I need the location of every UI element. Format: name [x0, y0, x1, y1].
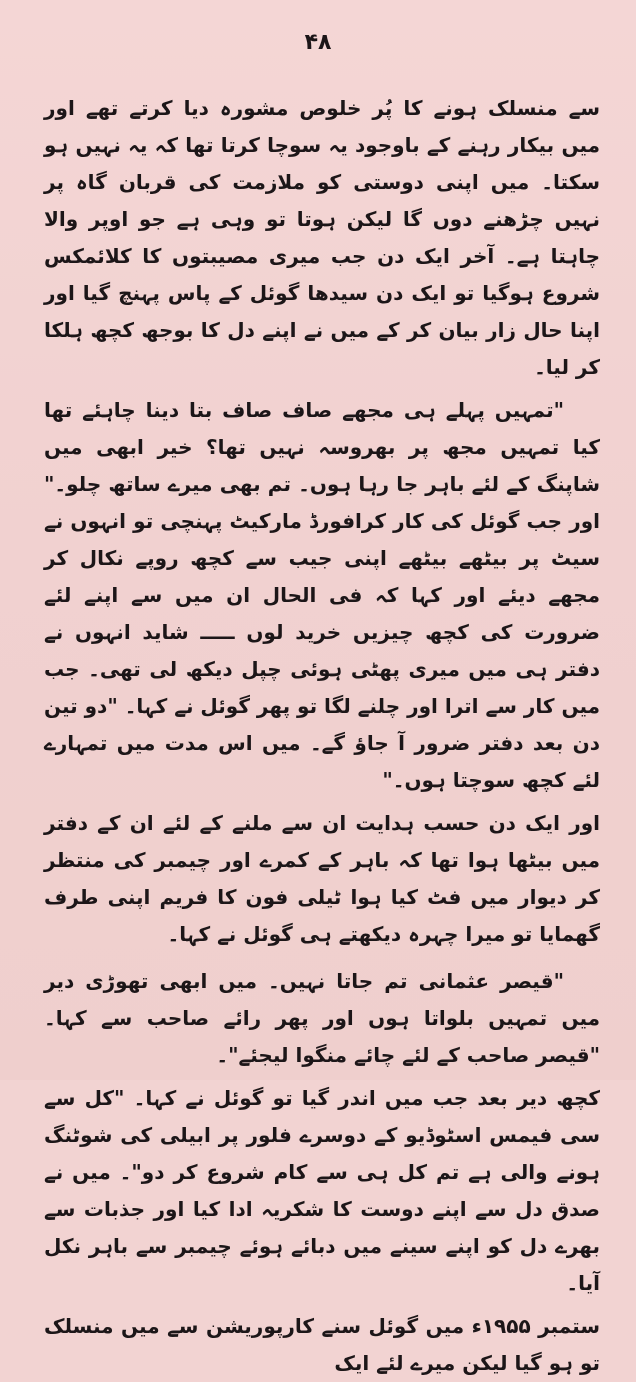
paragraph: ستمبر ۱۹۵۵ء میں گوئل سنے کارپوریشن سے میں منسلک تو ہو گیا لیکن میرے لئے ایک	[44, 1314, 601, 1375]
paragraph: "تمہیں پہلے ہی مجھے صاف صاف بتا دینا چاہئے تھا کیا تمہیں مجھ پر بھروسہ نہیں تھا؟ خیر ابھی میں شاپنگ کے لئے باہر جا رہا ہوں۔ تم بھی میرے ساتھ چلو۔" اور جب گوئل کی کار کرافورڈ مارکیٹ پہنچی تو انہوں نے سیٹ پر بیٹھے بیٹھے اپنی جیب سے کچھ روپے نکال کر مجھے دیئے اور کہا کہ فی الحال ان میں سے اپنے لئے ضرورت کی کچھ چیزیں خرید لوں ـــــ شاید انہوں نے دفتر ہی میں میری پھٹی ہوئی چپل دیکھ لی تھی۔ جب میں کار سے اترا اور چلنے لگا تو پھر گوئل نے کہا۔ "دو تین دن بعد دفتر ضرور آ جاؤ گے۔ میں اس مدت میں تمہارے لئے کچھ سوچتا ہوں۔"	[43, 398, 600, 792]
page-number: ۴۸	[304, 30, 332, 55]
paragraph: کچھ دیر بعد جب میں اندر گیا تو گوئل نے کہا۔ "کل سے سی فیمس اسٹوڈیو کے دوسرے فلور پر ابیلی کی شوٹنگ ہونے والی ہے تم کل ہی سے کام شروع کر دو"۔ میں نے صدق دل سے اپنے دوست کا شکریہ ادا کیا اور جذبات سے بھرے دل کو اپنے سینے میں دبائے ہوئے چیمبر سے باہر نکل آیا۔	[44, 1086, 600, 1295]
body-text	[44, 90, 600, 1382]
paragraph: اور ایک دن حسب ہدایت ان سے ملنے کے لئے ان کے دفتر میں بیٹھا ہوا تھا کہ باہر کے کمرے اور چیمبر کی منتظر کر دیوار میں فٹ کیا ہوا ٹیلی فون کا فریم اپنی طرف گھمایا تو میرا چہرہ دیکھتے ہی گوئل نے کہا۔	[44, 811, 600, 946]
paragraph: سے منسلک ہونے کا پُر خلوص مشورہ دیا کرتے تھے اور میں بیکار رہنے کے باوجود یہ سوچا کرتا تھا کہ یہ نہیں ہو سکتا۔ میں اپنی دوستی کو ملازمت کی قربان گاہ پر نہیں چڑھنے دوں گا لیکن ہوتا تو وہی ہے جو اوپر والا چاہتا ہے۔ آخر ایک دن جب میری مصیبتوں کا کلائمکس شروع ہوگیا تو ایک دن سیدھا گوئل کے پاس پہنچ گیا اور اپنا حال زار بیان کر کے میں نے اپنے دل کا بوجھ کچھ ہلکا کر لیا۔	[44, 96, 600, 379]
paragraph: "قیصر عثمانی تم جاتا نہیں۔ میں ابھی تھوڑی دیر میں تمہیں بلواتا ہوں اور پھر رائے صاحب سے کہا۔ "قیصر صاحب کے لئے چائے منگوا لیجئے"۔	[44, 969, 600, 1067]
